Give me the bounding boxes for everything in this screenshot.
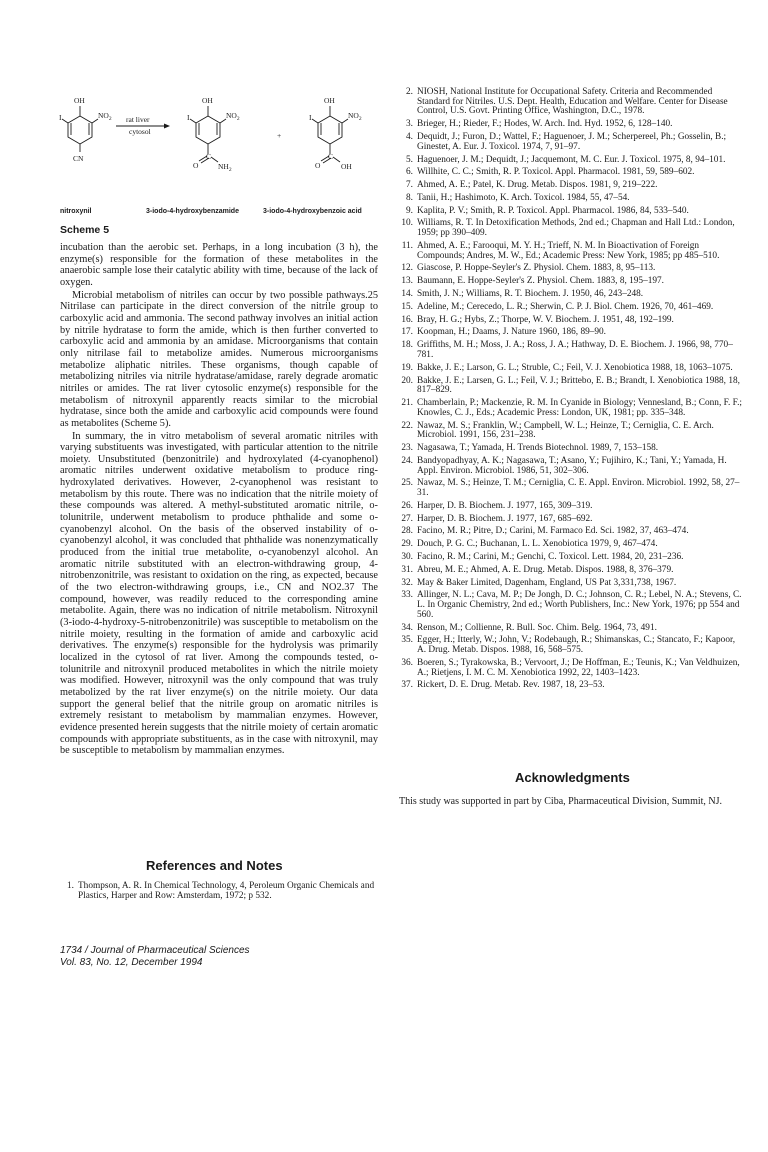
reference-text: Kaplita, P. V.; Smith, R. P. Toxicol. Appl. Pharmacol. 1986, 84, 533–540.	[417, 205, 689, 216]
reference-item	[399, 264, 744, 274]
reference-item	[399, 515, 744, 525]
reference-item	[399, 290, 744, 300]
reference-text: Ahmed, A. E.; Patel, K. Drug. Metab. Dispos. 1981, 9, 219–222.	[417, 180, 658, 191]
reference-text: May & Baker Limited, Dagenham, England, US Pat 3,331,738, 1967.	[417, 577, 677, 588]
reference-item	[399, 566, 744, 576]
reference-item	[399, 527, 744, 537]
page-footer	[60, 945, 250, 969]
reference-text: Tanii, H.; Hashimoto, K. Arch. Toxicol. 1984, 55, 47–54.	[417, 192, 630, 203]
compound-label-nitroxynil: nitroxynil	[60, 208, 92, 215]
atom-oh-1: OH	[74, 96, 85, 105]
reference-text: Bakke, J. E.; Larsen, G. L.; Feil, V. J.; Brittebo, E. B.; Brandt, I. Xenobiotica 1988, 18, 817–829.	[417, 375, 740, 396]
reference-item	[399, 341, 744, 360]
body-text	[60, 242, 378, 757]
reference-item	[399, 399, 744, 418]
reference-number: 30.	[401, 552, 413, 563]
atom-cn-1: CN	[73, 154, 84, 163]
plus-sign: +	[277, 131, 282, 140]
reference-item	[399, 303, 744, 313]
reference-number: 32.	[401, 577, 413, 588]
reference-item	[399, 88, 744, 117]
reference-text: Baumann, E. Hoppe-Seyler's Z. Physiol. Chem. 1883, 8, 195–197.	[417, 276, 664, 287]
reference-number: 19.	[401, 362, 413, 373]
reference-text: Ahmed, A. E.; Farooqui, M. Y. H.; Trieff, N. M. In Bioactivation of Foreign Compounds; Andres, M. W., Ed.; Academic Press: New York, 1985; pp 485–510.	[417, 240, 720, 261]
reference-number: 2.	[406, 87, 413, 97]
reference-text: Haguenoer, J. M.; Dequidt, J.; Jacquemont, M. C. Eur. J. Toxicol. 1975, 8, 94–101.	[417, 154, 726, 165]
reference-text: NIOSH, National Institute for Occupational Safety. Criteria and Recommended Standard for Nitriles. U.S. Dept. Health, Education and Welfare. Center for Disease Control, U.S. Govt. Printing Office, Washington, D.C., 1978.	[417, 87, 728, 117]
reference-item	[399, 277, 744, 287]
reference-number: 9.	[406, 205, 413, 216]
atom-i-2: I	[187, 113, 190, 122]
body-paragraph: Microbial metabolism of nitriles can occur by two possible pathways.25 Nitrilase can participate in the direct conversion of the nitrile group to carboxylic acid and ammonia. The second pathway involves an initial action by nitrile hydratase to form the amide, which is then further converted to carboxylic acid and ammonia by an amidase. Microorganisms that contain only nitrilase fail to metabolize amides. Numerous microorganisms metabolize aliphatic nitriles. These organisms, though capable of metabolizing nitriles via nitrile hydratase/amidase, rarely degrade aromatic nitriles or amides. The rat liver cytosolic enzyme(s) responsible for the metabolism of nitroxynil apparently reacts similar to the microbial hydratase, since both the amide and carboxylic acid compounds were found as metabolites (Scheme 5).	[60, 289, 378, 429]
compound-label-acid: 3-iodo-4-hydroxybenzoic acid	[263, 208, 362, 215]
body-paragraph: In summary, the in vitro metabolism of several aromatic nitriles with varying substituents was investigated, with particular attention to the nitrile moiety. Unsubstituted (benzonitrile) and hydroxylated (4-cyanophenol) aromatic nitriles underwent oxidative metabolism to produce ring-hydroxylated derivatives. However, 2-cyanophenol was resistant to metabolism by this route. There was no indication that the nitrile moiety of these compounds was altered. A methyl-substituted aromatic nitrile, o-tolunitrile, underwent metabolism to produce phthalide and some o-cyanobenzyl alcohol. On the basis of the observed instability of o-cyanobenzyl alcohol, it was concluded that phthalide was nonenzymatically produced from the initial true metabolite, o-cyanobenzyl alcohol. An aromatic nitrile substituted with an electron-withdrawing group, 4-nitrobenzonitrile, was resistant to oxidation on the ring, as expected, because of the two electron-withdrawing groups, i.e., CN and NO2.37 The compound, however, was readily reduced to the corresponding amine metabolite. Again, there was no indication of nitrile metabolism. Nitroxynil (3-iodo-4-hydroxy-5-nitrobenzonitrile) was susceptible to metabolism on the nitrile moiety, resulting in the formation of amide and carboxylic acid derivatives. The enzyme(s) responsible for the hydrolysis was primarily localized in the cytosol of rat liver. Among the compounds tested, o-tolunitrile and nitroxynil produced metabolites in which the nitrile moiety was modified. However, nitroxynil was the only compound that was truly metabolized by the rat liver enzyme(s) on the nitrile moiety. Our data support the general belief that the nitrile group on aromatic nitriles is extremely resistant to metabolism by mammalian enzymes. However, evidence presented herein suggests that the nitrile moiety of certain aromatic compounds with appropriate substituents, as in the case with nitroxynil, may be susceptible to metabolism by mammalian enzymes.	[60, 430, 378, 757]
reference-number: 13.	[401, 276, 413, 287]
reference-item	[399, 133, 744, 152]
reference-text: Douch, P. G. C.; Buchanan, L. L. Xenobiotica 1979, 9, 467–474.	[417, 539, 658, 550]
reference-list-left	[60, 882, 378, 901]
reference-number: 20.	[401, 375, 413, 386]
reference-item	[399, 457, 744, 476]
reference-number: 37.	[401, 680, 413, 691]
reference-text: Nawaz, M. S.; Franklin, W.; Campbell, W. L.; Heinze, T.; Cerniglia, C. E. Arch. Microbiol. 1991, 156, 231–238.	[417, 420, 714, 441]
reference-item	[399, 194, 744, 204]
reference-text: Renson, M.; Collienne, R. Bull. Soc. Chim. Belg. 1964, 73, 491.	[417, 622, 657, 633]
reference-number: 18.	[401, 340, 413, 351]
scheme-title: Scheme 5	[60, 224, 110, 236]
atom-oh-3: OH	[324, 96, 335, 105]
reference-number: 24.	[401, 455, 413, 466]
reference-text: Rickert, D. E. Drug. Metab. Rev. 1987, 18, 23–53.	[417, 680, 605, 691]
reference-text: Thompson, A. R. In Chemical Technology, 4, Peroleum Organic Chemicals and Plastics, Harper and Row: Amsterdam, 1972; p 532.	[78, 881, 375, 901]
reference-text: Bakke, J. E.; Larson, G. L.; Struble, C.; Feil, V. J. Xenobiotica 1988, 18, 1063–1075.	[417, 362, 733, 373]
reference-number: 36.	[401, 657, 413, 668]
reference-text: Dequidt, J.; Furon, D.; Wattel, F.; Haguenoer, J. M.; Scherpereel, Ph.; Gosselin, B.; Ginestet, A. Eur. J. Toxicol. 1974, 7, 91–97.	[417, 132, 727, 152]
reference-item	[399, 377, 744, 396]
atom-no2-1: $NO_2$	[98, 111, 112, 122]
reference-number: 31.	[401, 564, 413, 575]
atom-no2-2: $NO_2$	[226, 111, 240, 122]
reference-item	[399, 540, 744, 550]
reference-item	[399, 579, 744, 589]
reference-text: Abreu, M. E.; Ahmed, A. E. Drug. Metab. Dispos. 1988, 8, 376–379.	[417, 564, 674, 575]
reference-list-right	[399, 88, 744, 691]
atom-c-2: C	[206, 152, 212, 161]
reference-number: 27.	[401, 513, 413, 524]
reference-number: 34.	[401, 622, 413, 633]
left-column	[59, 88, 378, 901]
reference-item	[399, 553, 744, 563]
scheme-5-structures	[60, 88, 378, 228]
reference-number: 29.	[401, 539, 413, 550]
reference-text: Allinger, N. L.; Cava, M. P.; De Jongh, D. C.; Johnson, C. R.; Lebel, N. A.; Stevens, C. L. In Organic Chemistry, 2nd ed.; Worth Publishers, Inc.: New York, 1976; pp 554 and 560.	[417, 590, 742, 620]
atom-c-3: C	[328, 152, 334, 161]
reference-number: 5.	[406, 154, 413, 165]
reference-item	[399, 591, 744, 620]
reference-number: 7.	[406, 180, 413, 191]
body-paragraph: incubation than the aerobic set. Perhaps, in a long incubation (3 h), the enzyme(s) responsible for the formation of these metabolites in the anaerobic sample lose their catalytic ability with time, because of the lack of oxygen.	[60, 242, 378, 288]
reference-item	[399, 659, 744, 678]
reference-number: 15.	[401, 301, 413, 312]
acknowledgments-heading: Acknowledgments	[515, 770, 630, 785]
reference-item	[399, 479, 744, 498]
reference-item	[399, 242, 744, 261]
reference-text: Nawaz, M. S.; Heinze, T. M.; Cerniglia, C. E. Appl. Environ. Microbiol. 1992, 58, 27–31.	[417, 478, 740, 499]
reference-text: Boeren, S.; Tyrakowska, B.; Vervoort, J.; De Hoffman, E.; Teunis, K.; Van Veldhuizen, A.; Rietjens, I. M. C. M. Xenobiotica 1992, 22, 1403–1423.	[417, 657, 740, 678]
reference-text: Smith, J. N.; Williams, R. T. Biochem. J. 1950, 46, 243–248.	[417, 289, 644, 300]
reference-number: 12.	[401, 263, 413, 274]
reference-number: 3.	[406, 119, 413, 130]
arrow-label-cytosol: cytosol	[129, 127, 151, 136]
atom-oh-2: OH	[202, 96, 213, 105]
references-heading: References and Notes	[146, 858, 283, 873]
reference-item	[399, 181, 744, 191]
acknowledgments-text: This study was supported in part by Ciba, Pharmaceutical Division, Summit, NJ.	[399, 796, 723, 807]
reference-text: Koopman, H.; Daams, J. Nature 1960, 186, 89–90.	[417, 327, 607, 338]
reference-number: 22.	[401, 420, 413, 431]
reference-text: Giascose, P. Hoppe-Seyler's Z. Physiol. Chem. 1883, 8, 95–113.	[417, 263, 656, 274]
arrow-label-rat-liver: rat liver	[126, 115, 150, 124]
atom-no2-3: $NO_2$	[348, 111, 362, 122]
reference-text: Griffiths, M. H.; Moss, J. A.; Ross, J. A.; Hathway, D. E. Biochem. J. 1966, 98, 770–781.	[417, 340, 733, 360]
reference-item	[60, 882, 378, 901]
right-column	[399, 87, 744, 807]
compound-label-amide: 3-iodo-4-hydroxybenzamide	[146, 208, 239, 215]
atom-i-3: I	[309, 113, 312, 122]
reference-item	[399, 328, 744, 338]
reference-text: Willhite, C. C.; Smith, R. P. Toxicol. Appl. Pharmacol. 1981, 59, 589–602.	[417, 167, 695, 178]
reference-number: 17.	[401, 327, 413, 338]
reference-number: 10.	[401, 218, 413, 229]
reference-number: 28.	[401, 526, 413, 537]
reference-item	[399, 364, 744, 374]
reference-text: Harper, D. B. Biochem. J. 1977, 167, 685–692.	[417, 513, 593, 524]
reference-number: 26.	[401, 500, 413, 511]
reference-item	[399, 168, 744, 178]
reference-number: 14.	[401, 289, 413, 300]
reference-number: 6.	[406, 167, 413, 178]
reference-number: 23.	[401, 443, 413, 454]
reference-number: 35.	[401, 635, 413, 646]
reference-text: Facino, M. R.; Pitre, D.; Carini, M. Farmaco Ed. Sci. 1982, 37, 463–474.	[417, 526, 689, 537]
reference-number: 33.	[401, 590, 413, 601]
reference-item	[399, 156, 744, 166]
reference-number: 1.	[67, 881, 74, 891]
reference-text: Chamberlain, P.; Mackenzie, R. M. In Cyanide in Biology; Vennesland, B.; Conn, F. F.; Knowles, C. J., Eds.; Academic Press: London, UK, 1981; pp. 335–348.	[417, 398, 742, 418]
reference-item	[399, 422, 744, 441]
nitroxynil-structure	[62, 106, 98, 152]
reference-number: 11.	[401, 240, 413, 251]
reference-item	[399, 219, 744, 238]
reference-text: Harper, D. B. Biochem. J. 1977, 165, 309–319.	[417, 500, 593, 511]
reference-item	[399, 120, 744, 130]
atom-oh-acid-3: OH	[341, 162, 352, 171]
reference-text: Egger, H.; Itterly, W.; John, V.; Rodebaugh, R.; Shimanskas, C.; Stancato, F.; Kapoor, A. Drug. Metab. Dispos. 1988, 16, 568–575.	[417, 635, 736, 656]
reference-item	[399, 624, 744, 634]
reference-number: 25.	[401, 478, 413, 489]
atom-i-1: I	[59, 113, 62, 122]
reference-item	[399, 316, 744, 326]
reference-text: Facino, R. M.; Carini, M.; Genchi, C. Toxicol. Lett. 1984, 20, 231–236.	[417, 552, 684, 563]
reference-text: Bray, H. G.; Hybs, Z.; Thorpe, W. V. Biochem. J. 1951, 48, 192–199.	[417, 314, 674, 325]
reference-item	[399, 207, 744, 217]
reference-text: Adeline, M.; Cerecedo, L. R.; Sherwin, C. P. J. Biol. Chem. 1926, 70, 461–469.	[417, 301, 714, 312]
reference-number: 4.	[406, 132, 413, 142]
reference-number: 8.	[406, 192, 413, 203]
atom-o-2: O	[193, 161, 199, 170]
references-left	[60, 882, 378, 905]
reference-item	[399, 681, 744, 691]
reference-item	[399, 444, 744, 454]
reference-text: Bandyopadhyay, A. K.; Nagasawa, T.; Asano, Y.; Fujihiro, K.; Tani, Y.; Yamada, H. Appl. Environ. Microbiol. 1986, 51, 302–306.	[417, 455, 727, 476]
reference-text: Brieger, H.; Rieder, F.; Hodes, W. Arch. Ind. Hyd. 1952, 6, 128–140.	[417, 119, 673, 130]
footer-journal: 1734 / Journal of Pharmaceutical Sciences	[60, 945, 250, 956]
reference-item	[399, 502, 744, 512]
atom-nh2-2: $NH_2$	[218, 162, 232, 173]
reference-number: 16.	[401, 314, 413, 325]
reference-text: Nagasawa, T.; Yamada, H. Trends Biotechnol. 1989, 7, 153–158.	[417, 443, 659, 454]
reference-item	[399, 636, 744, 655]
atom-o-3: O	[315, 161, 321, 170]
reference-text: Williams, R. T. In Detoxification Methods, 2nd ed.; Chapman and Hall Ltd.: London, 1959; pp 390–409.	[417, 218, 735, 239]
reference-number: 21.	[401, 398, 413, 409]
footer-volume: Vol. 83, No. 12, December 1994	[60, 957, 203, 968]
